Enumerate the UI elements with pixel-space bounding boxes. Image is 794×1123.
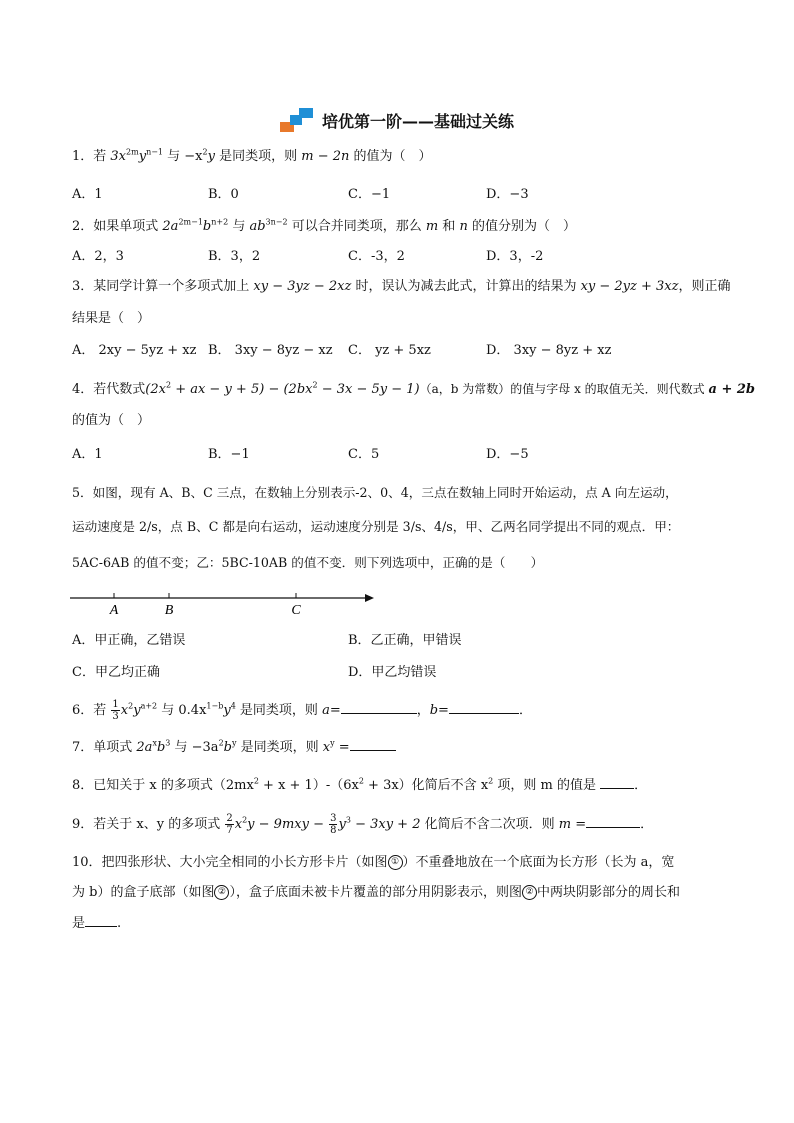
q1-connector: 与 −x <box>163 149 203 164</box>
q10-figure-ref-3: ② <box>522 885 537 900</box>
q6-frac-num: 1 <box>112 699 119 710</box>
q9-frac1-num: 2 <box>226 813 233 824</box>
q8-exp2: 2 <box>358 776 364 786</box>
q10-text-2b: ），盒子底面未被卡片覆盖的部分用阴影表示，则图 <box>229 885 522 900</box>
q6-mid: 是同类项，则 <box>235 703 323 718</box>
q4-poly2-b: − 3x − 5y − 1) <box>317 382 420 397</box>
q4-option-b[interactable]: B．−1 <box>208 447 250 462</box>
q10-text-2c: 中两块阴影部分的周长和 <box>536 885 680 900</box>
q1-term1-xexp: 2m <box>126 147 139 157</box>
q2-term2-bexp: 3n−2 <box>265 217 288 227</box>
q9-term1b: y − 9mxy − <box>247 817 329 832</box>
question-5-line-3 <box>72 554 732 572</box>
q6-a-blank[interactable] <box>341 701 417 714</box>
q3-option-a[interactable]: A． 2xy − 5yz + xz <box>72 343 197 358</box>
q7-term2-b: b <box>223 740 232 755</box>
q10-end: . <box>117 916 122 931</box>
q2-var-n: n <box>459 219 468 234</box>
page-title <box>280 108 514 132</box>
q6-term1-y: y <box>133 703 141 718</box>
question-10-line-2 <box>72 884 732 902</box>
q1-suffix: 的值为（ ） <box>349 149 432 164</box>
q8-end: ． <box>634 778 648 793</box>
q9-term2: y <box>338 817 346 832</box>
q9-term1: x <box>234 817 243 832</box>
q6-term1-xexp: 2 <box>128 701 134 711</box>
q5-text-line1: 5．如图，现有 A、B、C 三点，在数轴上分别表示-2、0、4，三点在数轴上同时开始运动，点 A 向左运动， <box>72 485 678 500</box>
q4-option-c[interactable]: C．5 <box>348 447 380 462</box>
q2-connector: 与 <box>228 219 250 234</box>
q1-term2-y: y <box>207 149 215 164</box>
q2-prefix: 2．如果单项式 <box>72 219 163 234</box>
q3-option-b[interactable]: B． 3xy − 8yz − xz <box>208 343 333 358</box>
q3-poly1: xy − 3yz − 2xz <box>253 279 352 294</box>
question-5-line-2 <box>72 518 732 536</box>
question-3-line-2 <box>72 310 732 328</box>
q5-option-b[interactable]: B．乙正确，甲错误 <box>348 633 462 648</box>
q7-prefix: 7．单项式 <box>72 740 137 755</box>
q4-minus: − <box>264 382 284 397</box>
q7-term1-bexp: 3 <box>165 738 171 748</box>
q9-end: ． <box>640 817 654 832</box>
q2-option-d[interactable]: D．3，-2 <box>486 249 544 264</box>
question-7 <box>72 738 732 757</box>
question-10-line-3 <box>72 914 732 933</box>
q2-option-a[interactable]: A．2，3 <box>72 249 124 264</box>
q7-mid: 是同类项，则 <box>236 740 323 755</box>
q7-ask-exp: y <box>330 738 335 748</box>
q2-mid: 可以合并同类项，那么 <box>287 219 426 234</box>
q10-blank[interactable] <box>85 914 117 927</box>
q8-exp1: 2 <box>253 776 259 786</box>
q9-ask: m = <box>558 817 587 832</box>
question-2 <box>72 218 732 236</box>
q6-term2-yexp: 4 <box>230 701 236 711</box>
q4-poly2-a: (2bx <box>283 382 313 397</box>
q6-end: ． <box>518 703 532 718</box>
q8-prefix: 8．已知关于 x 的多项式（2mx <box>72 778 254 793</box>
q1-term1: 3x <box>110 149 127 164</box>
q10-text-3: 是 <box>72 916 86 931</box>
q9-term2b: − 3xy + 2 <box>350 817 421 832</box>
q1-option-d[interactable]: D．−3 <box>486 187 529 202</box>
q9-prefix: 9．若关于 x、y 的多项式 <box>72 817 225 832</box>
q1-option-c[interactable]: C．−1 <box>348 187 391 202</box>
q1-term2-xexp: 2 <box>202 147 208 157</box>
q9-fraction-1 <box>225 813 233 836</box>
q2-term1-aexp: 2m−1 <box>178 217 203 227</box>
q4-option-a[interactable]: A．1 <box>72 447 103 462</box>
q4-poly2-exp: 2 <box>312 380 318 390</box>
q3-text-b: 时，误认为减去此式，计算出的结果为 <box>351 279 581 294</box>
q9-frac2-den: 8 <box>330 825 337 836</box>
q1-prefix: 1．若 <box>72 149 111 164</box>
q6-connector: 与 0.4x <box>157 703 207 718</box>
q5-option-c[interactable]: C．甲乙均正确 <box>72 665 160 680</box>
q6-term2-xexp: 1−b <box>206 701 224 711</box>
q5-option-d[interactable]: D．甲乙均错误 <box>348 665 437 680</box>
q6-prefix: 6．若 <box>72 703 111 718</box>
q4-prefix: 4．若代数式 <box>72 382 146 397</box>
q9-blank[interactable] <box>586 815 640 828</box>
number-line-arrow-icon <box>365 594 374 602</box>
q2-option-b[interactable]: B．3，2 <box>208 249 261 264</box>
q3-poly2: xy − 2yz + 3xz <box>580 279 679 294</box>
question-3-line-1 <box>72 278 732 296</box>
question-4-line-1 <box>72 380 756 399</box>
q1-term1-y: y <box>138 149 147 164</box>
q3-text-line2: 结果是（ ） <box>72 311 151 326</box>
q8-exp3: 2 <box>488 776 494 786</box>
title-text: 培优第一阶——基础过关练 <box>321 111 514 131</box>
q3-option-c[interactable]: C． yz + 5xz <box>348 343 431 358</box>
q6-b-label: b= <box>429 703 449 718</box>
q2-option-c[interactable]: C．-3，2 <box>348 249 405 264</box>
q8-part3: 项，则 m 的值是 <box>493 778 601 793</box>
q9-mid: 化简后不含二次项．则 <box>420 817 559 832</box>
q5-text-line3: 5AC-6AB 的值不变；乙：5BC-10AB 的值不变．则下列选项中，正确的是（ ） <box>72 555 544 570</box>
q6-fraction <box>111 699 119 722</box>
q8-blank[interactable] <box>600 776 634 789</box>
q6-b-blank[interactable] <box>449 701 519 714</box>
steps-logo-icon <box>280 108 314 132</box>
q10-figure-ref-2: ② <box>214 885 229 900</box>
q4-option-d[interactable]: D．−5 <box>486 447 529 462</box>
q9-fraction-2 <box>329 813 337 836</box>
q1-option-a[interactable]: A．1 <box>72 187 103 202</box>
title-area <box>0 108 794 136</box>
q1-mid: 是同类项，则 <box>214 149 302 164</box>
point-label-b: B <box>164 603 174 618</box>
q8-part2: + 3x）化简后不含 x <box>363 778 489 793</box>
question-1 <box>72 148 732 166</box>
q9-frac2-num: 3 <box>330 813 337 824</box>
q3-option-d[interactable]: D． 3xy − 8yz + xz <box>486 343 612 358</box>
q8-part1: + x + 1）-（6x <box>258 778 359 793</box>
q4-text-line2: 的值为（ ） <box>72 413 151 428</box>
q3-text-a: 3．某同学计算一个多项式加上 <box>72 279 254 294</box>
q7-eq: = <box>334 740 350 755</box>
q7-blank[interactable] <box>350 738 396 751</box>
q10-text-2a: 为 b）的盒子底部（如图 <box>72 885 215 900</box>
q7-term1-b: b <box>156 740 166 755</box>
q10-figure-ref-1: ① <box>388 855 403 870</box>
q9-term2-exp: 3 <box>345 815 351 825</box>
q6-comma: ， <box>416 703 430 718</box>
q5-option-a[interactable]: A．甲正确，乙错误 <box>72 633 186 648</box>
q2-term1-b: b <box>202 219 212 234</box>
q2-var-m: m <box>425 219 439 234</box>
q6-frac-den: 3 <box>112 711 119 722</box>
q2-suffix: 的值分别为（ ） <box>467 219 576 234</box>
q9-term1-exp: 2 <box>242 815 248 825</box>
q7-term2-bexp: y <box>231 738 237 748</box>
number-line-figure <box>68 590 378 620</box>
q10-text-1a: 10．把四张形状、大小完全相同的小长方形卡片（如图 <box>72 855 388 870</box>
q6-term1-yexp: a+2 <box>140 701 158 711</box>
q10-text-1b: ）不重叠地放在一个底面为长方形（长为 a，宽 <box>402 855 675 870</box>
q4-poly1-b: + ax − y + 5) <box>171 382 265 397</box>
question-8 <box>72 776 732 795</box>
q6-a-label: a= <box>322 703 341 718</box>
q9-frac1-den: 7 <box>226 825 233 836</box>
q4-note: （a，b 为常数）的值与字母 x 的取值无关．则代数式 <box>419 382 709 396</box>
q4-poly1-a: (2x <box>145 382 166 397</box>
q3-text-c: ，则正确 <box>678 279 731 294</box>
question-9 <box>72 812 732 838</box>
q7-term1: 2a <box>136 740 153 755</box>
q5-text-line2: 运动速度是 2/s，点 B、C 都是向右运动，运动速度分别是 3/s、4/s，甲、乙两名同学提出不同的观点．甲： <box>72 519 680 534</box>
q7-ask: x <box>322 740 331 755</box>
question-5-line-1 <box>72 484 732 502</box>
question-4-line-2 <box>72 412 732 430</box>
q1-option-b[interactable]: B．0 <box>208 187 239 202</box>
q4-target: a + 2b <box>708 382 756 397</box>
question-6 <box>72 698 732 724</box>
q7-connector: 与 −3a <box>170 740 219 755</box>
q4-poly1-exp: 2 <box>165 380 172 390</box>
q2-and: 和 <box>438 219 460 234</box>
question-10-line-1 <box>72 854 732 872</box>
q2-term2: ab <box>249 219 266 234</box>
q2-term1: 2a <box>162 219 179 234</box>
q6-term2-y: y <box>223 703 231 718</box>
q7-term1-aexp: x <box>152 738 157 748</box>
q6-term1: x <box>120 703 129 718</box>
q2-term1-bexp: n+2 <box>211 217 229 227</box>
point-label-c: C <box>291 603 301 618</box>
q7-term2-aexp: 2 <box>218 738 224 748</box>
q1-expression: m − 2n <box>301 149 350 164</box>
point-label-a: A <box>109 603 119 618</box>
q1-term1-yexp: n−1 <box>146 147 164 157</box>
